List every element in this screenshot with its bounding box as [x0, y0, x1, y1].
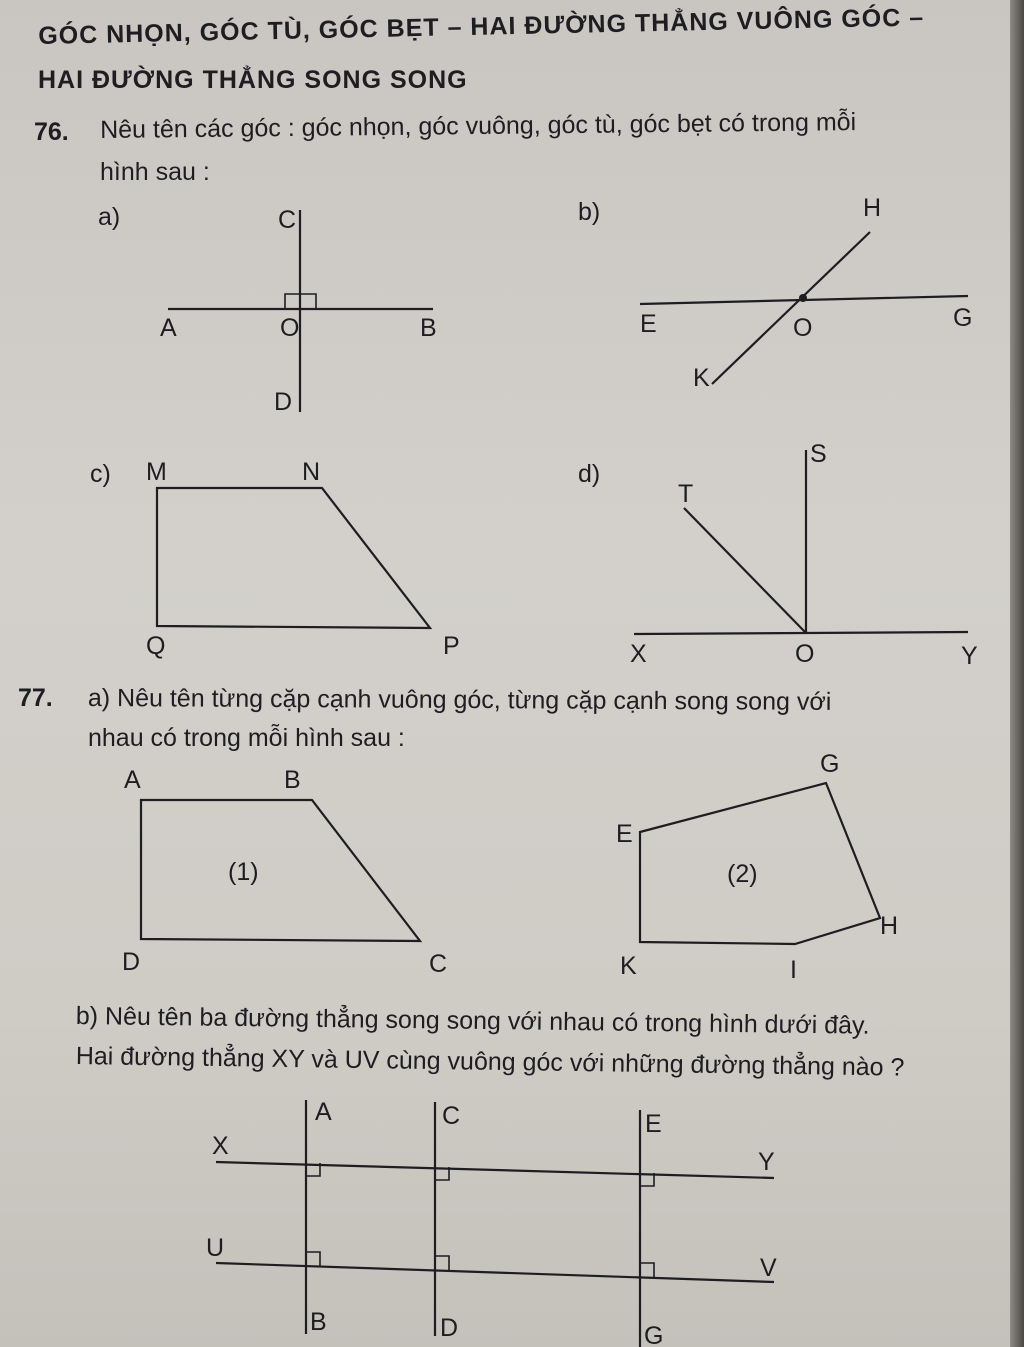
figure-76a-label-C: C — [278, 206, 297, 234]
exercise-77b-line1: b) Nêu tên ba đường thẳng song song với nhau có trong hình dưới đây. — [75, 1002, 870, 1040]
figure-77a-2 — [616, 750, 898, 984]
figure-77a-2-label-E: E — [616, 820, 633, 848]
figure-77b-line-XY — [216, 1162, 774, 1178]
figure-76a-label-D: D — [274, 388, 293, 416]
figure-77b-label-U: U — [206, 1234, 225, 1262]
figure-76a — [98, 203, 437, 416]
figure-76b-label-G: G — [953, 304, 973, 332]
figure-76c — [90, 458, 460, 660]
section-heading-line2: HAI ĐƯỜNG THẲNG SONG SONG — [38, 66, 468, 94]
figure-76b-point-O — [799, 294, 807, 302]
figure-76d-label-Y: Y — [961, 642, 978, 670]
exercise-76-question-line1: Nêu tên các góc : góc nhọn, góc vuông, góc tù, góc bẹt có trong mỗi — [100, 108, 857, 144]
figure-77a-2-label-K: K — [620, 952, 637, 980]
figure-77a-1-label-D: D — [122, 948, 141, 976]
figure-76c-label-Q: Q — [146, 632, 166, 660]
figure-76d-ray-OT — [684, 508, 806, 633]
exercise-77b-line2: Hai đường thẳng XY và UV cùng vuông góc với những đường thẳng nào ? — [75, 1042, 905, 1082]
figure-77b-line-UV — [216, 1263, 774, 1282]
figure-76a-right-angle-mark-2 — [300, 294, 316, 309]
figure-77a-1-label-A: A — [124, 766, 141, 794]
figure-77b-label-D: D — [440, 1314, 459, 1342]
figure-77a-1 — [122, 766, 447, 978]
figure-77b-right-angle-B-UV — [306, 1252, 320, 1266]
figure-77a-2-label-I: I — [790, 956, 797, 984]
figure-77a-2-pentagon-EGHIK — [640, 783, 880, 944]
figure-76d-label-S: S — [810, 440, 827, 468]
figure-76c-tag: c) — [90, 460, 111, 488]
figure-76d-tag: d) — [578, 460, 601, 488]
figure-77a-2-tag: (2) — [727, 860, 758, 888]
figure-77a-1-tag: (1) — [228, 858, 259, 886]
exercise-76-number: 76. — [34, 118, 69, 146]
exercise-76-question-line2: hình sau : — [100, 158, 210, 186]
figure-77b-label-X: X — [212, 1132, 229, 1160]
figure-76d — [578, 440, 978, 670]
figure-77b — [206, 1098, 777, 1347]
figure-77a-1-trapezoid-ABCD — [141, 800, 420, 941]
figure-77b-label-C: C — [442, 1102, 461, 1130]
exercise-77-number: 77. — [18, 684, 53, 712]
figure-76b — [578, 194, 972, 392]
figure-77b-right-angle-G-UV — [640, 1263, 654, 1277]
figure-76d-line-XY — [634, 632, 968, 634]
section-heading-line1: GÓC NHỌN, GÓC TÙ, GÓC BẸT – HAI ĐƯỜNG THẲNG VUÔNG GÓC – — [38, 3, 925, 50]
figure-77b-label-A: A — [315, 1098, 332, 1126]
figure-77b-right-angle-D-UV — [435, 1256, 449, 1270]
figure-76c-label-N: N — [302, 458, 321, 486]
figure-76b-line-KH — [712, 232, 870, 384]
exercise-77a-line1: a) Nêu tên từng cặp cạnh vuông góc, từng cặp cạnh song song với — [87, 684, 832, 716]
figure-76a-label-B: B — [420, 314, 437, 342]
figure-76a-right-angle-mark — [285, 294, 300, 309]
figure-76b-label-O: O — [793, 314, 813, 342]
figure-76a-label-O: O — [280, 314, 300, 342]
figure-77b-label-B: B — [310, 1308, 327, 1336]
figure-76a-tag: a) — [98, 203, 121, 231]
figure-76c-label-M: M — [146, 458, 167, 486]
figure-76d-label-T: T — [678, 480, 694, 508]
figure-76d-label-O: O — [795, 640, 815, 668]
figure-77a-2-label-G: G — [820, 750, 840, 778]
figure-77b-label-E: E — [645, 1110, 662, 1138]
exercise-77a-line2: nhau có trong mỗi hình sau : — [88, 724, 405, 752]
figure-77b-label-V: V — [760, 1254, 777, 1282]
figure-77b-label-G: G — [644, 1322, 664, 1347]
figure-77a-2-label-H: H — [880, 912, 899, 940]
figure-77b-label-Y: Y — [758, 1148, 775, 1176]
figure-77a-1-label-C: C — [429, 950, 448, 978]
figure-76b-label-H: H — [863, 194, 882, 222]
figure-76b-tag: b) — [578, 198, 601, 226]
figure-77a-1-label-B: B — [284, 766, 301, 794]
figure-76b-label-E: E — [640, 310, 657, 338]
figure-76c-label-P: P — [443, 632, 460, 660]
figure-76d-label-X: X — [630, 640, 647, 668]
figure-76c-trapezoid-MNPQ — [157, 488, 430, 628]
figure-76a-label-A: A — [160, 314, 177, 342]
figure-76b-label-K: K — [693, 364, 710, 392]
